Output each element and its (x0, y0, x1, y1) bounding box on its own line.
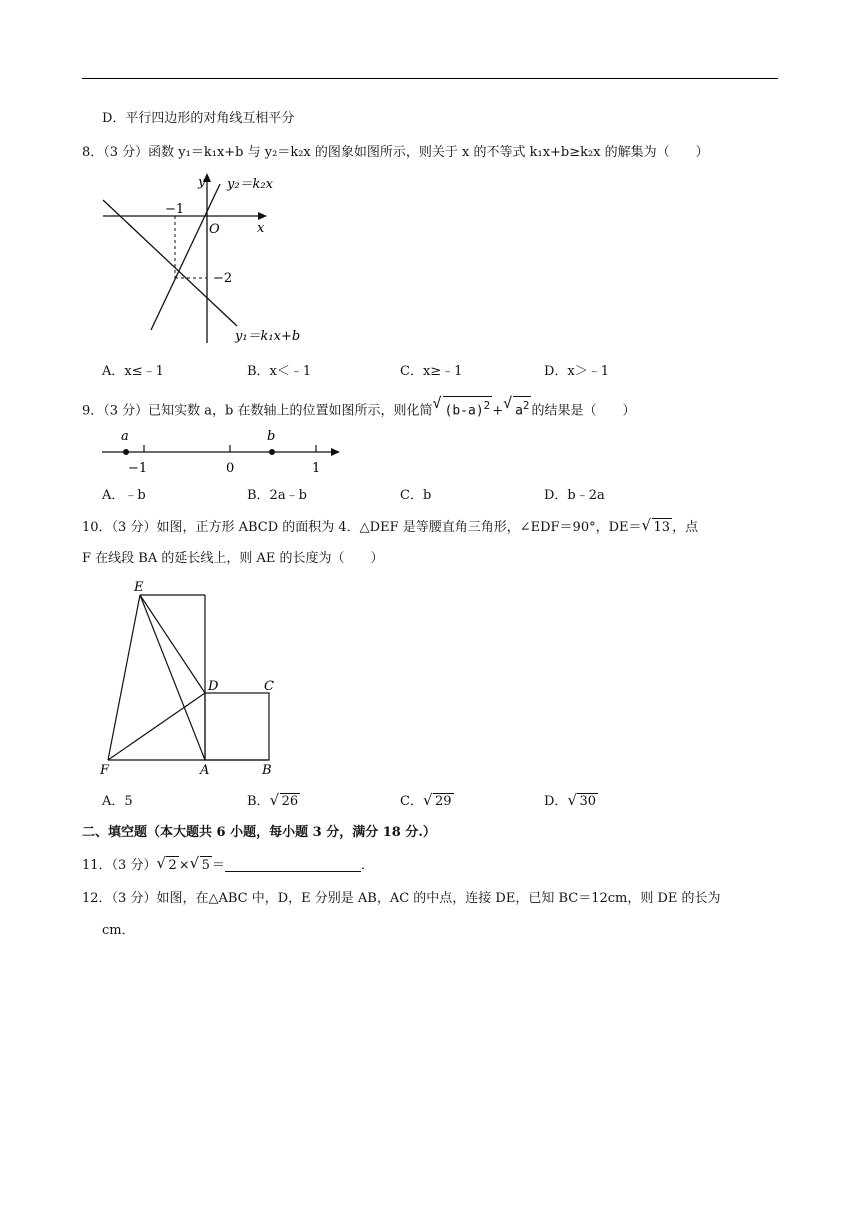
header-rule (82, 78, 778, 79)
axis-tick-neg1: −1 (128, 461, 148, 476)
axis-tick-1: 1 (312, 461, 321, 476)
q10-option-c: C．√ 29 (400, 790, 454, 809)
axis-tick-0: 0 (226, 461, 235, 476)
q8-graph (95, 168, 345, 348)
q10-stem-line2: F 在线段 BA 的延长线上，则 AE 的长度为（ ） (82, 551, 384, 566)
q8-option-c: C．x≥﹣1 (400, 364, 463, 379)
axis-label-a: a (121, 429, 129, 444)
q9-number-line (96, 426, 346, 476)
q8-stem: 8．（3 分）函数 y₁＝k₁x+b 与 y₂＝k₂x 的图象如图所示，则关于 x 的不等式 k₁x+b≥k₂x 的解集为（ ） (82, 145, 709, 160)
q12-stem-line2: cm． (102, 923, 135, 938)
q8-option-a: A．x≤﹣1 (102, 364, 164, 379)
graph-label-y2: y₂＝k₂x (227, 177, 273, 192)
q10-option-d: D．√ 30 (544, 790, 598, 809)
q12-stem-line1: 12．（3 分）如图，在△ABC 中，D，E 分别是 AB，AC 的中点，连接 DE，已知 BC＝12cm，则 DE 的长为 (82, 891, 721, 906)
fig-label-d: D (208, 679, 219, 694)
q8-option-b: B．x＜﹣1 (247, 364, 312, 379)
q10-radical: √ 13 (642, 518, 673, 537)
q10-option-b: B．√ 26 (247, 790, 300, 809)
q9-option-d: D．b﹣2a (544, 488, 605, 503)
q9-stem-after: 的结果是（ ） (531, 403, 636, 419)
q9-plus: + (492, 403, 504, 419)
graph-label-y1: y₁＝k₁x+b (235, 329, 301, 344)
q9-option-a: A．﹣b (102, 488, 146, 503)
fig-label-c: C (264, 679, 274, 694)
q9-option-c: C．b (400, 488, 432, 503)
graph-label-neg1: −1 (165, 202, 185, 217)
q9-stem-before: 9．（3 分）已知实数 a，b 在数轴上的位置如图所示，则化简 (82, 403, 433, 419)
q9-radical-2: √ $a^2$ (503, 396, 531, 420)
graph-label-neg2: −2 (213, 271, 233, 286)
graph-label-y: y (198, 175, 206, 190)
q9-radical-1: √ $(b-a)^2$ (433, 396, 493, 420)
fig-label-a: A (200, 763, 210, 778)
q11-answer-blank[interactable] (225, 857, 361, 872)
fig-label-f: F (100, 763, 110, 778)
axis-label-b: b (267, 429, 276, 444)
graph-label-x: x (257, 221, 265, 236)
q8-option-d: D．x＞﹣1 (544, 364, 610, 379)
q10-stem-line1: 10．（3 分）如图，正方形 ABCD 的面积为 4．△DEF 是等腰直角三角形，∠EDF＝90°，DE＝√ 13 ，点 (82, 518, 698, 537)
q10-option-a: A．5 (102, 794, 133, 809)
q7-option-d: D．平行四边形的对角线互相平分 (102, 111, 295, 126)
q11-stem: 11．（3 分）√ 2 ×√ 5 ＝ ． (82, 856, 374, 875)
fig-label-e: E (134, 580, 144, 595)
section-2-title: 二、填空题（本大题共 6 小题，每小题 3 分，满分 18 分.） (82, 825, 436, 840)
q9-stem (82, 396, 635, 420)
graph-label-o: O (209, 222, 220, 237)
fig-label-b: B (262, 763, 272, 778)
q9-option-b: B．2a﹣b (247, 488, 307, 503)
q10-figure (96, 578, 286, 778)
